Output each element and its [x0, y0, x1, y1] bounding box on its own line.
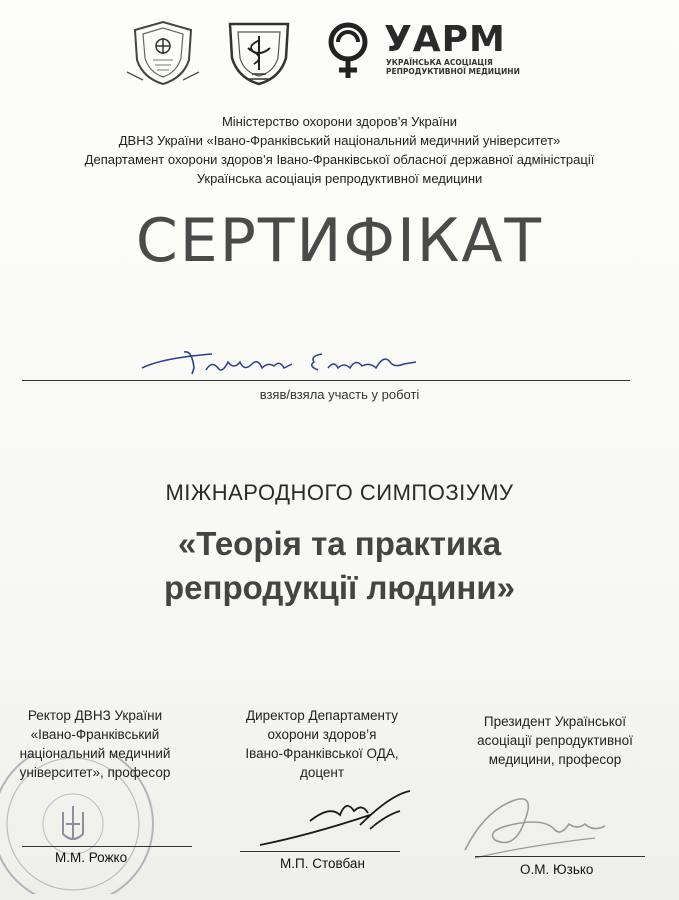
- signature-line: [475, 856, 645, 857]
- position-line: «Івано-Франківський: [30, 727, 160, 742]
- handwritten-participant-name: [132, 340, 482, 380]
- organization-line: Українська асоціація репродуктивної медицини: [196, 171, 483, 186]
- position-line: університет», професор: [19, 765, 171, 780]
- female-symbol-icon: [322, 20, 378, 80]
- certificate-title: СЕРТИФІКАТ: [135, 206, 544, 276]
- signatory-president-name: О.М. Юзько: [520, 862, 594, 877]
- signatory-president-position: [455, 712, 655, 769]
- signature-line: [240, 851, 400, 852]
- organizations-block: [0, 112, 679, 188]
- symposium-title: [0, 522, 679, 610]
- organization-line: Департамент охорони здоров’я Івано-Франківської обласної державної адміністрації: [84, 152, 595, 167]
- symposium-title-line: «Теорія та практика: [177, 525, 502, 562]
- position-line: охорони здоров’я: [267, 727, 377, 742]
- position-line: національний медичний: [19, 746, 171, 761]
- symposium-title-line: репродукції людини»: [164, 569, 515, 606]
- signatory-director-position: [222, 706, 422, 782]
- signatory-rector-position: [0, 706, 190, 782]
- name-underline: [22, 380, 630, 381]
- organization-line: Міністерство охорони здоров’я України: [221, 114, 458, 129]
- director-signature: [250, 785, 420, 855]
- signatory-director-name: М.П. Стовбан: [280, 856, 365, 871]
- position-line: Директор Департаменту: [245, 708, 399, 723]
- position-line: доцент: [299, 765, 345, 780]
- position-line: Президент Української: [483, 714, 627, 729]
- participation-text: взяв/взяла участь у роботі: [259, 387, 420, 402]
- position-line: Івано-Франківської ОДА,: [245, 746, 399, 761]
- uarm-logo: [322, 20, 537, 80]
- position-line: Ректор ДВНЗ України: [27, 708, 163, 723]
- signatory-rector-name: М.М. Рожко: [55, 850, 128, 865]
- university-crest-icon: [123, 20, 203, 86]
- organization-line: ДВНЗ України «Івано-Франківський національний медичний університет»: [118, 133, 561, 148]
- position-line: медицини, професор: [488, 752, 622, 767]
- participant-name-field: [22, 340, 630, 385]
- position-line: асоціації репродуктивної: [477, 733, 633, 748]
- uarm-subtitle-line: УКРАЇНСЬКА АСОЦІАЦІЯ: [386, 58, 493, 67]
- uarm-subtitle: [386, 58, 536, 76]
- uarm-subtitle-line: РЕПРОДУКТИВНОЇ МЕДИЦИНИ: [386, 67, 520, 76]
- bowl-of-hygieia-icon: [224, 18, 294, 88]
- uarm-title: УАРМ: [384, 19, 506, 60]
- symposium-intro: МІЖНАРОДНОГО СИМПОЗІУМУ: [165, 480, 514, 505]
- logo-row: [0, 16, 679, 86]
- signature-line: [22, 846, 192, 847]
